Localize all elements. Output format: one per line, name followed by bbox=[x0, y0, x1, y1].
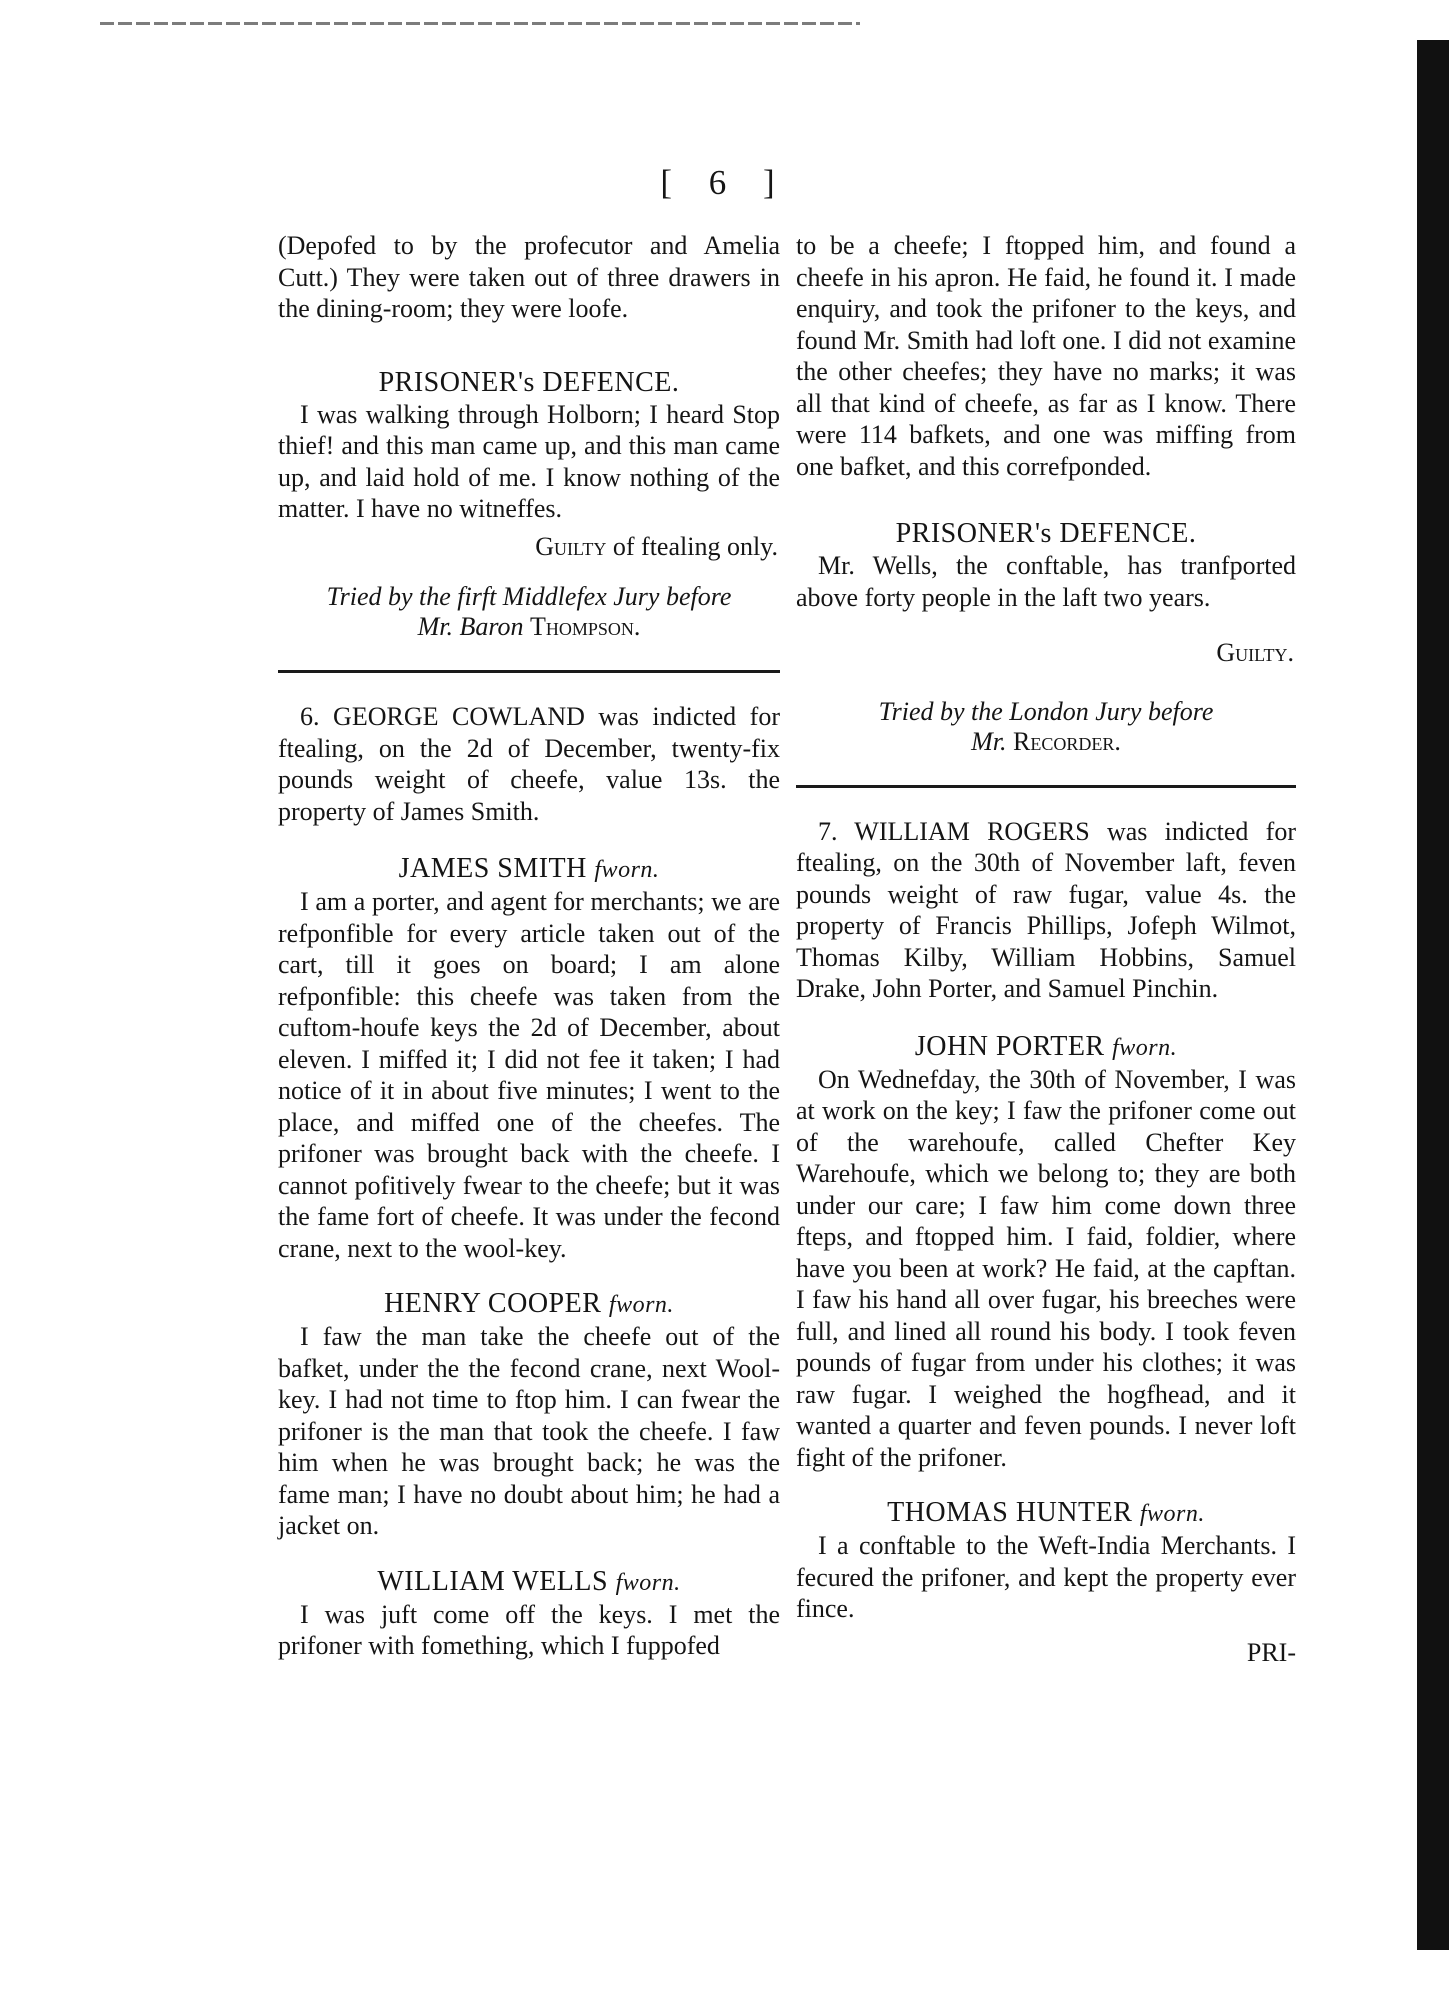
trial-note-judge-line bbox=[796, 727, 1296, 757]
top-scan-rule bbox=[100, 22, 860, 25]
sworn-label: fworn. bbox=[615, 1569, 681, 1596]
section-divider bbox=[278, 670, 780, 673]
witness-name: JAMES SMITH bbox=[398, 853, 587, 884]
paragraph-continuation: to be a cheefe; I ftopped him, and found a cheefe in his apron. He faid, he found it. I made enquiry, and took the prifoner to the keys, and found Mr. Smith had loft one. I did not examine the other cheefes; they have no marks; it was all that kind of cheefe, as far as I know. There were 114 bafkets, and one was miffing from one bafket, and this correfponded. bbox=[796, 231, 1296, 481]
scan-edge-shadow bbox=[1417, 40, 1449, 1950]
heading-prisoners-defence: PRISONER's DEFENCE. bbox=[378, 366, 680, 398]
trial-note-judge: Recorder. bbox=[1013, 726, 1121, 756]
trial-note-judge: Thompson. bbox=[530, 612, 641, 641]
paragraph-deposition: (Depofed to by the profecutor and Amelia Cutt.) They were taken out of three drawers in the dining-room; they were loofe. bbox=[278, 231, 780, 323]
verdict-detail: of ftealing only. bbox=[612, 531, 778, 561]
trial-note bbox=[278, 582, 780, 642]
sworn-label: fworn. bbox=[594, 857, 660, 883]
witness-heading bbox=[796, 1497, 1296, 1530]
case-6-indictment: 6. GEORGE COWLAND was indicted for ftealing, on the 2d of December, twenty-fix pounds weight of cheefe, value 13s. the property of James Smith. bbox=[278, 702, 780, 826]
witness-name: JOHN PORTER bbox=[914, 1030, 1105, 1062]
witness-testimony: I faw the man take the cheefe out of the bafket, under the the fecond crane, next Wool-key. I had not time to ftop him. I can fwear the prifoner is the man that took the cheefe. I faw him when he was brought back; he was the fame man; I have no doubt about him; he had a jacket on. bbox=[278, 1322, 780, 1540]
left-column bbox=[278, 230, 780, 1662]
witness-heading bbox=[278, 1566, 780, 1599]
right-column bbox=[796, 230, 1296, 1668]
sworn-label: fworn. bbox=[1139, 1501, 1205, 1527]
heading-prisoners-defence: PRISONER's DEFENCE. bbox=[895, 518, 1197, 549]
sworn-label: fworn. bbox=[1112, 1034, 1178, 1061]
verdict-word: Guilty bbox=[535, 531, 607, 561]
section-divider bbox=[796, 785, 1296, 788]
trial-note-title: Mr. bbox=[971, 726, 1007, 756]
case-7-indictment: 7. WILLIAM ROGERS was indicted for ftealing, on the 30th of November laft, feven pounds weight of raw fugar, value 4s. the property of Francis Phillips, Jofeph Wilmot, Thomas Kilby, William Hobbins, Samuel Drake, John Porter, and Samuel Pinchin. bbox=[796, 816, 1296, 1003]
witness-name: THOMAS HUNTER bbox=[887, 1497, 1133, 1528]
verdict-guilty bbox=[278, 531, 780, 563]
trial-note-line: Tried by the London Jury before bbox=[878, 696, 1214, 726]
witness-heading bbox=[796, 1031, 1296, 1064]
witness-name: HENRY COOPER bbox=[384, 1288, 602, 1319]
catchword: PRI- bbox=[1246, 1637, 1296, 1667]
paragraph-defence: I was walking through Holborn; I heard Stop thief! and this man came up, and this man came up, and laid hold of me. I know nothing of the matter. I have no witneffes. bbox=[278, 399, 780, 523]
trial-note-title: Mr. Baron bbox=[417, 612, 524, 641]
sworn-label: fworn. bbox=[608, 1292, 674, 1318]
paragraph-defence: Mr. Wells, the conftable, has tranfported above forty people in the laft two years. bbox=[796, 551, 1296, 612]
verdict-guilty: Guilty. bbox=[1216, 638, 1294, 667]
trial-note-judge-line bbox=[278, 612, 780, 642]
witness-testimony: I was juft come off the keys. I met the prifoner with fomething, which I fuppofed bbox=[278, 1599, 780, 1660]
witness-heading bbox=[278, 853, 780, 886]
trial-note bbox=[796, 697, 1296, 757]
witness-heading bbox=[278, 1288, 780, 1321]
witness-testimony: I a conftable to the Weft-India Merchants. I fecured the prifoner, and kept the property ever fince. bbox=[796, 1531, 1296, 1623]
witness-testimony: I am a porter, and agent for merchants; we are refponfible for every article taken out of the cart, till it goes on board; I am alone refponfible: this cheefe was taken from the cuftom-houfe keys the 2d of December, about eleven. I miffed it; I did not fee it taken; I had notice of it in about five minutes; I went to the place, and miffed one of the cheefes. The prifoner was brought back with the cheefe. I cannot pofitively fwear to the cheefe; but it was the fame fort of cheefe. It was under the fecond crane, next to the wool-key. bbox=[278, 887, 780, 1263]
page-number: [ 6 ] bbox=[660, 163, 789, 202]
witness-testimony: On Wednefday, the 30th of November, I was at work on the key; I faw the prifoner come out of the warehoufe, called Chefter Key Warehoufe, which we belong to; they are both under our care; I faw him come down three fteps, and ftopped him. I faid, foldier, where have you been at work? He faid, at the capftan. I faw his hand all over fugar, his breeches were full, and lined all round his body. I took feven pounds of fugar from under his clothes; it was raw fugar. I weighed the hogfhead, and it wanted a quarter and feven pounds. I never loft fight of the prifoner. bbox=[796, 1064, 1296, 1472]
trial-note-line: Tried by the firft Middlefex Jury before bbox=[326, 582, 732, 611]
witness-name: WILLIAM WELLS bbox=[377, 1565, 609, 1597]
